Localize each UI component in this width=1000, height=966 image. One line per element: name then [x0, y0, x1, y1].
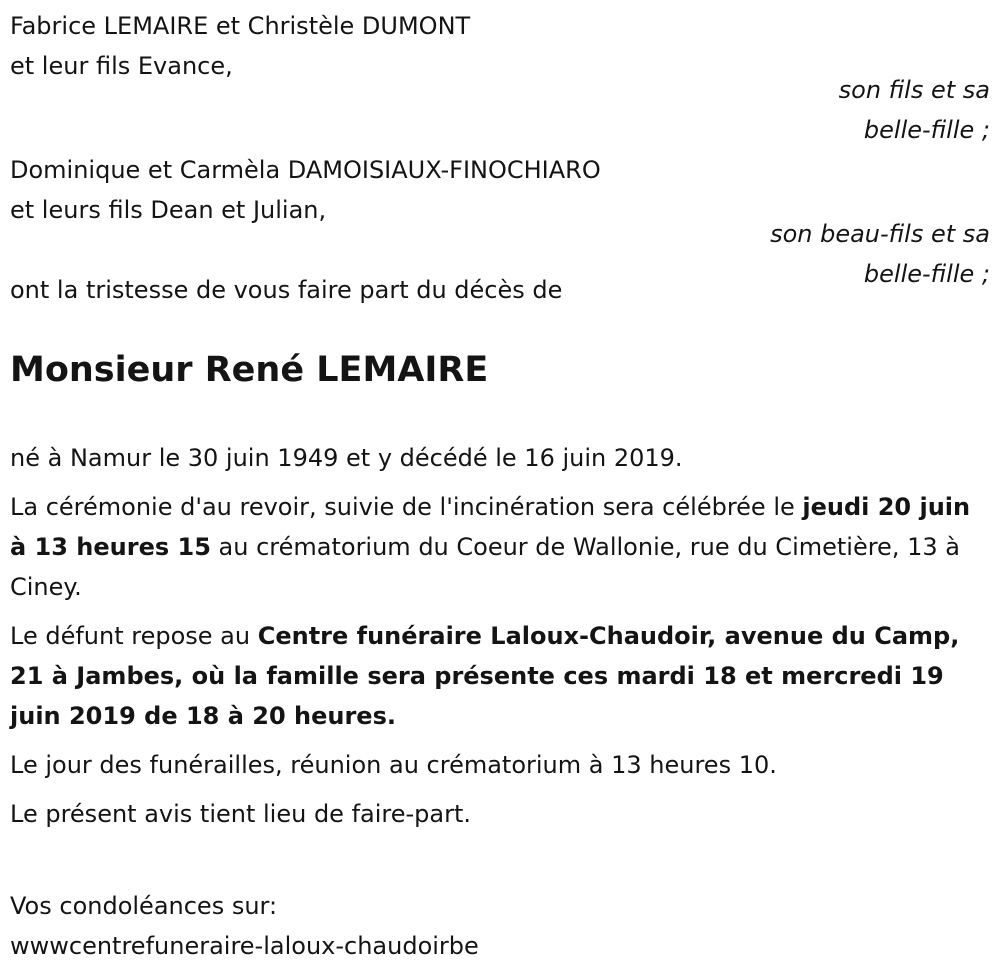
- birth-death-text: né à Namur le 30 juin 1949 et y décédé le 16 juin 2019.: [10, 444, 683, 472]
- relation-label-1: [839, 70, 990, 150]
- condolences-label: Vos condoléances sur:: [10, 892, 278, 920]
- family-line-4: et leurs fils Dean et Julian,: [10, 196, 327, 224]
- relation-1-line-1: son fils et sa: [838, 76, 990, 104]
- ceremony-date-time: jeudi 20 juin à 13 heures 15: [10, 493, 971, 561]
- relation-2-line-2: belle-fille ;: [863, 260, 990, 288]
- relation-2-line-1: son beau-fils et sa: [770, 220, 990, 248]
- ceremony-text-prefix: La cérémonie d'au revoir, suivie de l'incinération sera célébrée le: [10, 493, 803, 521]
- family-line-1: Fabrice LEMAIRE et Christèle DUMONT: [10, 12, 471, 40]
- obituary-notice: [10, 6, 990, 966]
- repose-paragraph: [10, 616, 990, 736]
- family-line-2: et leur fils Evance,: [10, 52, 233, 80]
- relation-1-line-2: belle-fille ;: [863, 116, 990, 144]
- relation-label-2: [770, 214, 990, 294]
- repose-location-details: Centre funéraire Laloux-Chaudoir, avenue du Camp, 21 à Jambes, où la famille sera présente ces mardi 18 et mercredi 19 juin 2019 de 18 à 20 heures.: [10, 622, 960, 730]
- repose-text-prefix: Le défunt repose au: [10, 622, 258, 650]
- notice-text: Le présent avis tient lieu de faire-part.: [10, 800, 472, 828]
- ceremony-paragraph: [10, 487, 990, 607]
- ceremony-text-suffix: au crématorium du Coeur de Wallonie, rue du Cimetière, 13 à Ciney.: [10, 533, 960, 601]
- funeral-day-text: Le jour des funérailles, réunion au crématorium à 13 heures 10.: [10, 751, 777, 779]
- family-section: [10, 6, 990, 310]
- family-line-3: Dominique et Carmèla DAMOISIAUX-FINOCHIARO: [10, 156, 601, 184]
- deceased-name: Monsieur René LEMAIRE: [10, 350, 489, 390]
- announcement-text: ont la tristesse de vous faire part du décès de: [10, 276, 563, 304]
- condolences-section: [10, 886, 990, 966]
- condolences-website: wwwcentrefuneraire-laloux-chaudoirbe: [10, 932, 479, 960]
